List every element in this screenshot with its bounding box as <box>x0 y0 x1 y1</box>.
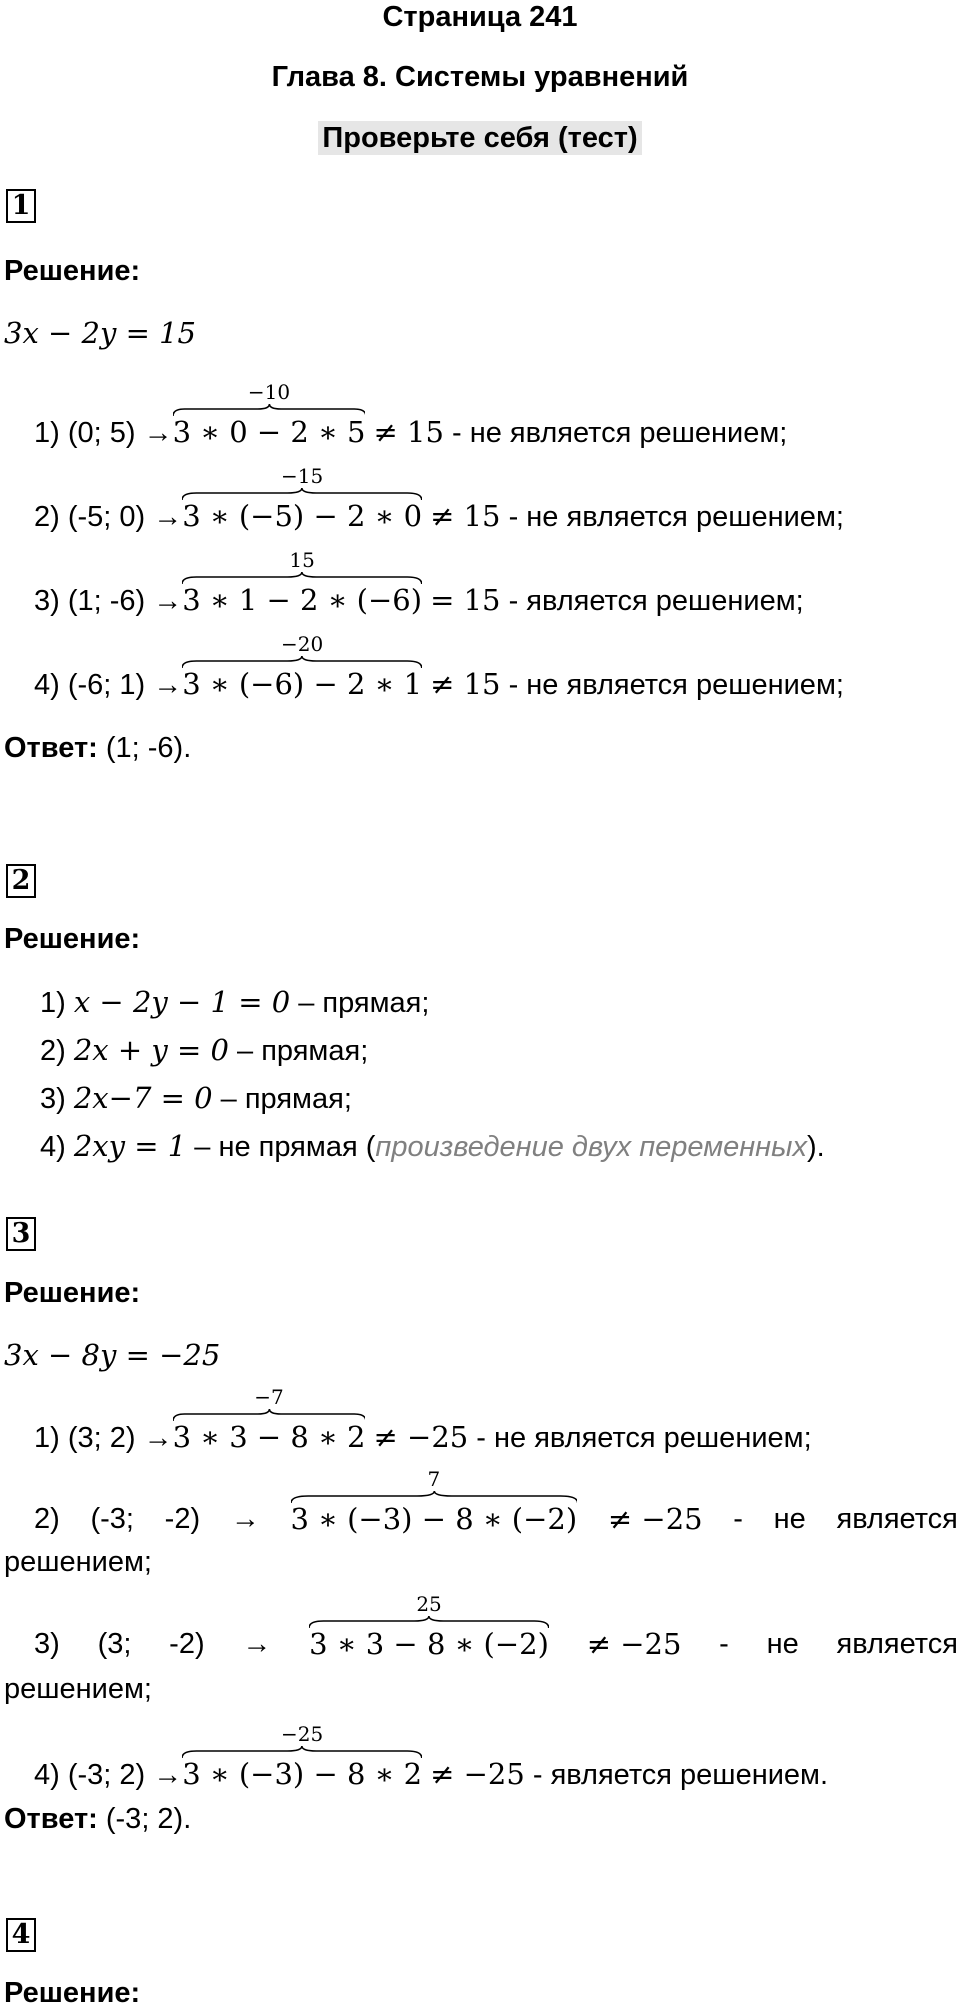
task-2-item-3: 3) 2x−7 = 0 – прямая; <box>40 1081 352 1115</box>
task-2-number: 2 <box>6 864 36 898</box>
chapter-title: Глава 8. Системы уравнений <box>271 61 689 93</box>
task-3-item-1: 1) (3; 2) → −7 3 ∗ 3 − 8 ∗ 2 ≠ −25 - не является решением; <box>34 1385 812 1454</box>
test-title: Проверьте себя (тест) <box>318 121 641 155</box>
task-1-item-3: 3) (1; -6) → 15 3 ∗ 1 − 2 ∗ (−6) = 15 - является решением; <box>34 548 804 617</box>
task-1-equation: 3x − 2y = 15 <box>4 316 197 350</box>
task-1-item-1: 1) (0; 5) → −10 3 ∗ 0 − 2 ∗ 5 ≠ 15 - не является решением; <box>34 380 788 449</box>
task-3-equation: 3x − 8y = −25 <box>4 1338 221 1372</box>
task-2-item-4: 4) 2xy = 1 – не прямая (произведение двух переменных). <box>40 1129 825 1163</box>
task-3-number: 3 <box>6 1217 36 1251</box>
test-title-wrap <box>0 121 960 155</box>
task-2-item-2: 2) 2x + y = 0 – прямая; <box>40 1033 369 1067</box>
task-3-item-3: 3) (3; -2) → 25 3 ∗ 3 − 8 ∗ (−2) ≠ −25 - не является <box>34 1592 958 1661</box>
task-1-item-4: 4) (-6; 1) → −20 3 ∗ (−6) − 2 ∗ 1 ≠ 15 - не является решением; <box>34 632 844 701</box>
page-number: Страница 241 <box>382 1 578 33</box>
task-3-item-2: 2) (-3; -2) → 7 3 ∗ (−3) − 8 ∗ (−2) ≠ −25 - не является <box>34 1467 958 1536</box>
task-2-item-1: 1) x − 2y − 1 = 0 – прямая; <box>40 985 430 1019</box>
task-3-item-2-wrap: решением; <box>4 1546 152 1578</box>
task-1-item-2: 2) (-5; 0) → −15 3 ∗ (−5) − 2 ∗ 0 ≠ 15 - не является решением; <box>34 464 844 533</box>
task-4-number: 4 <box>6 1918 36 1952</box>
task-3-solution-label: Решение: <box>4 1277 141 1309</box>
task-4-solution-label: Решение: <box>4 1977 141 2009</box>
task-2-solution-label: Решение: <box>4 923 141 955</box>
task-3-item-4: 4) (-3; 2) → −25 3 ∗ (−3) − 8 ∗ 2 ≠ −25 - является решением. <box>34 1722 829 1791</box>
task-1-number: 1 <box>6 189 36 223</box>
task-3-answer: Ответ: (-3; 2). <box>4 1803 192 1835</box>
task-2-note: произведение двух переменных <box>375 1131 807 1163</box>
task-3-item-3-wrap: решением; <box>4 1673 152 1705</box>
task-1-answer: Ответ: (1; -6). <box>4 732 192 764</box>
task-1-solution-label: Решение: <box>4 255 141 287</box>
